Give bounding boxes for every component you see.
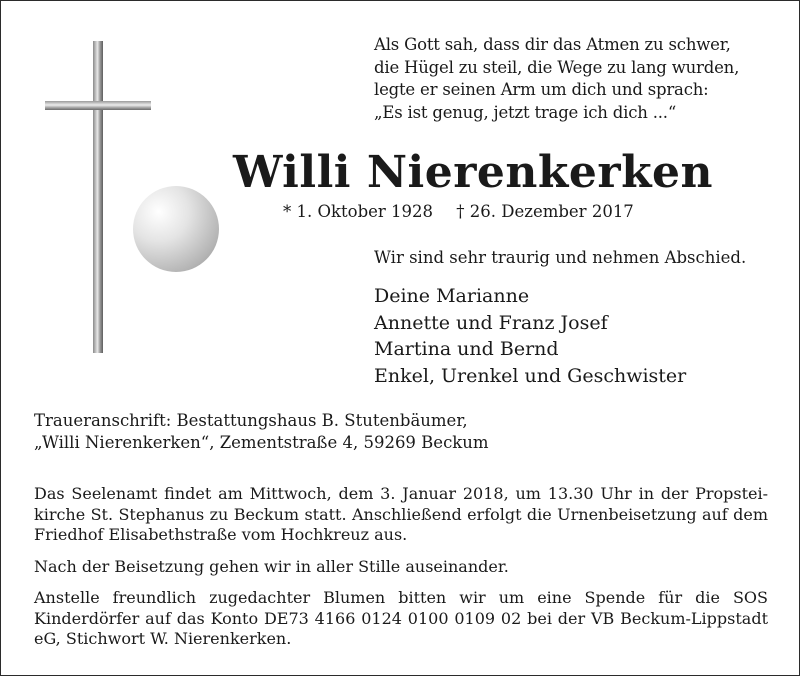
address-line: Traueranschrift: Bestattungshaus B. Stutenbäumer, [34,411,468,430]
poem [374,34,774,124]
poem-line: Als Gott sah, dass dir das Atmen zu schwer, [374,35,731,54]
service-paragraph: Nach der Beisetzung gehen wir in aller Stille auseinander. [34,556,509,576]
deceased-name: Willi Nierenkerken [233,147,714,198]
family-list [374,283,686,389]
cross-icon-beam [45,101,151,110]
farewell-text: Wir sind sehr traurig und nehmen Abschied. [374,248,747,267]
service-details [34,484,768,661]
donation-paragraph: Anstelle freundlich zugedachter Blumen bitten wir um eine Spende für die SOS Kinderdörfer auf das Konto DE73 4166 0124 0100 0109 02 bei der VB Beckum-Lippstadt eG, Stichwort W. Nierenkerken. [34,588,768,648]
family-member: Martina und Bernd [374,338,559,360]
life-dates [283,202,634,221]
poem-line: die Hügel zu steil, die Wege zu lang wurden, [374,57,740,77]
death-date: † 26. Dezember 2017 [456,202,634,221]
birth-date: * 1. Oktober 1928 [283,202,434,221]
family-member: Annette und Franz Josef [374,311,608,334]
family-member: Enkel, Urenkel und Geschwister [374,364,687,387]
poem-line: legte er seinen Arm um dich und sprach: [374,80,709,99]
sphere-ornament [133,186,219,272]
service-paragraph: Das Seelenamt findet am Mittwoch, dem 3. Januar 2018, um 13.30 Uhr in der Propstei-kirche St. Stephanus zu Beckum statt. Anschließend erfolgt die Urnenbeisetzung auf dem Friedhof Elisabethstraße vom Hochkreuz aus. [34,484,768,544]
family-member: Deine Marianne [374,285,530,307]
address-line: „Willi Nierenkerken“, Zementstraße 4, 59269 Beckum [34,433,489,452]
cross-icon [93,41,103,353]
poem-line: „Es ist genug, jetzt trage ich dich ...“ [374,102,677,122]
mourning-address [34,410,489,454]
